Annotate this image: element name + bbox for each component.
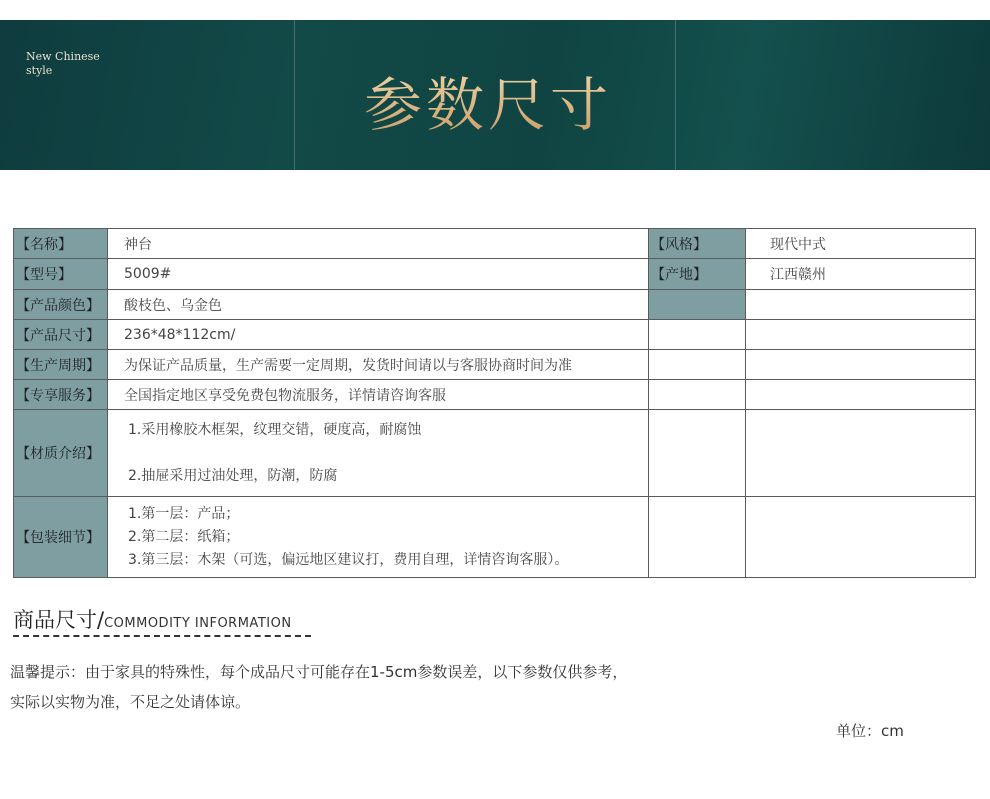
color-label: 【产品颜色】 [14,290,108,320]
commodity-heading [13,604,292,634]
notice-text [10,657,627,717]
header-banner [0,20,990,170]
empty-label-cell [649,290,746,320]
color-value: 酸枝色、乌金色 [108,290,649,320]
empty-cell [649,410,746,497]
size-label: 【产品尺寸】 [14,320,108,350]
material-label: 【材质介绍】 [14,410,108,497]
service-value: 全国指定地区享受免费包物流服务，详情请咨询客服 [108,380,649,410]
packing-line: 3.第三层：木架（可选，偏远地区建议打，费用自理，详情咨询客服）。 [128,551,569,568]
spec-row-size [14,320,976,350]
packing-label: 【包装细节】 [14,497,108,578]
size-value: 236*48*112cm/ [108,320,649,350]
commodity-title-cn: 商品尺寸/ [13,608,105,632]
empty-cell [649,497,746,578]
empty-cell [746,380,976,410]
banner-subtitle-line2: style [26,64,53,77]
spec-row-model [14,259,976,290]
commodity-dashed-divider [13,635,311,637]
notice-line: 实际以实物为准，不足之处请体谅。 [10,693,251,711]
spec-row-material [14,410,976,497]
empty-cell [746,350,976,380]
packing-line: 2.第二层：纸箱； [128,528,240,545]
empty-cell [649,350,746,380]
spec-row-service [14,380,976,410]
banner-divider-right [675,20,676,170]
spec-row-color [14,290,976,320]
spec-table [13,228,976,578]
origin-value: 江西赣州 [746,259,976,290]
spec-row-cycle [14,350,976,380]
empty-cell [746,290,976,320]
notice-line: 温馨提示：由于家具的特殊性，每个成品尺寸可能存在1-5cm参数误差，以下参数仅供参考， [10,663,628,681]
banner-divider-left [294,20,295,170]
origin-label: 【产地】 [649,259,746,290]
banner-subtitle [26,50,100,78]
banner-subtitle-line1: New Chinese [26,50,100,63]
commodity-title-en: COMMODITY INFORMATION [104,616,292,631]
material-line: 1.采用橡胶木框架，纹理交错，硬度高，耐腐蚀 [128,422,422,438]
empty-cell [649,320,746,350]
material-line: 2.抽屉采用过油处理，防潮，防腐 [128,468,338,484]
name-label: 【名称】 [14,229,108,259]
service-label: 【专享服务】 [14,380,108,410]
spec-row-name [14,229,976,259]
packing-value [108,497,649,578]
empty-cell [649,380,746,410]
model-value: 5009# [108,259,649,290]
model-label: 【型号】 [14,259,108,290]
spec-row-packing [14,497,976,578]
style-label: 【风格】 [649,229,746,259]
cycle-label: 【生产周期】 [14,350,108,380]
name-value: 神台 [108,229,649,259]
empty-cell [746,410,976,497]
cycle-value: 为保证产品质量，生产需要一定周期，发货时间请以与客服协商时间为准 [108,350,649,380]
empty-cell [746,497,976,578]
unit-label: 单位：cm [836,722,904,740]
banner-title: 参数尺寸 [364,58,612,142]
packing-line: 1.第一层：产品； [128,505,240,522]
material-value [108,410,649,497]
style-value: 现代中式 [746,229,976,259]
empty-cell [746,320,976,350]
